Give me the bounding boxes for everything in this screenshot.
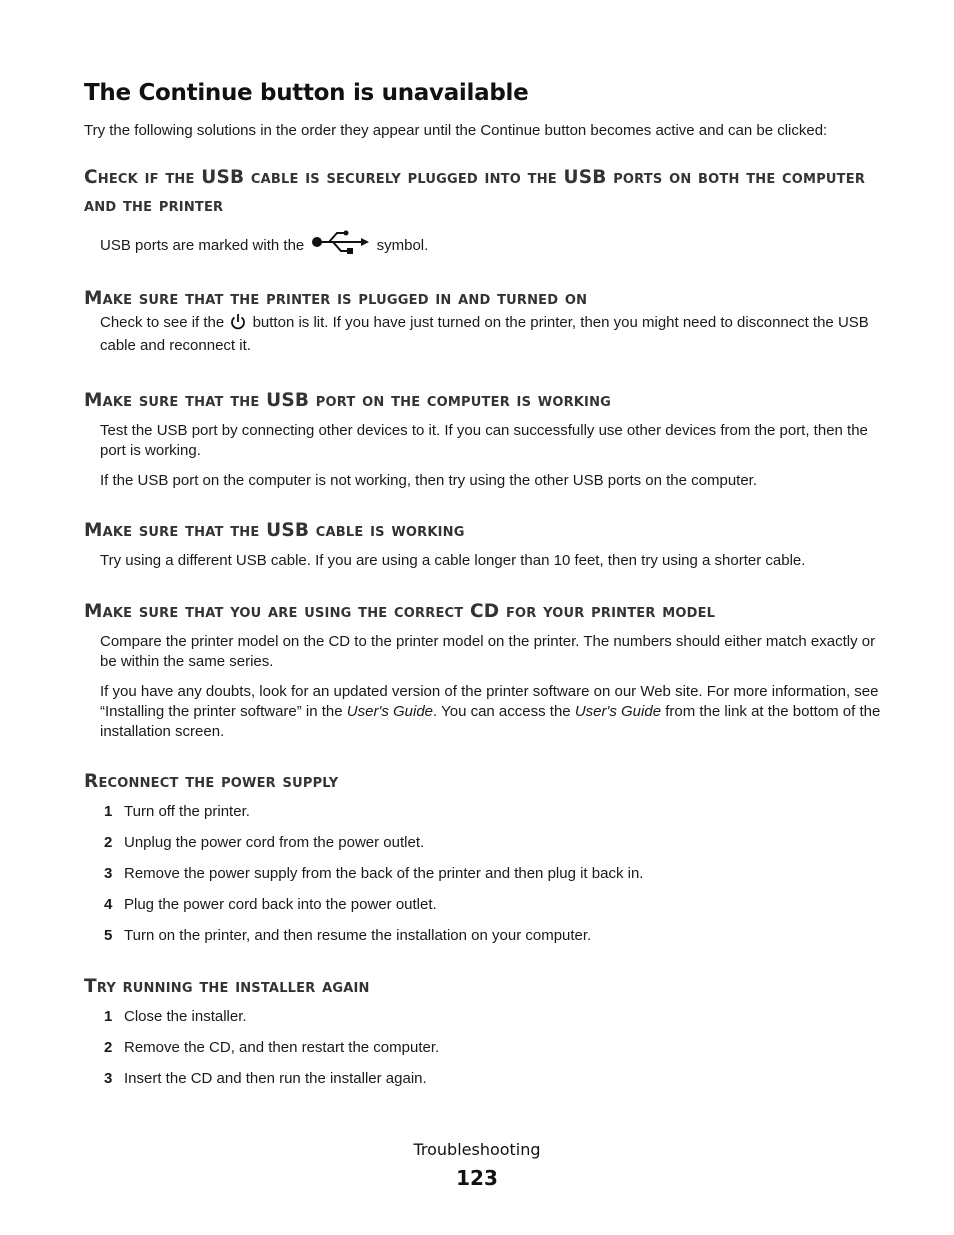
section-reconnect-power xyxy=(84,768,884,957)
intro-text: Try the following solutions in the order they appear until the Continue button becomes active and can be clicked: xyxy=(84,122,828,139)
section-paragraph: Compare the printer model on the CD to the printer model on the printer. The numbers should either match exactly or be within the same series. xyxy=(100,633,876,670)
section-body xyxy=(84,313,884,356)
section-paragraph: Test the USB port by connecting other devices to it. If you can successfully use other devices from the port, then the port is working. xyxy=(100,422,868,459)
steps-list xyxy=(84,1007,884,1089)
section-usb-port-working xyxy=(84,387,884,491)
section-heading: Make sure that the USB port on the computer is working xyxy=(84,390,612,411)
section-body xyxy=(84,230,884,262)
list-item: 2 Remove the CD, and then restart the computer. xyxy=(104,1039,440,1056)
section-correct-cd xyxy=(84,598,884,742)
section-heading: Reconnect the power supply xyxy=(84,771,339,792)
page-title: The Continue button is unavailable xyxy=(84,80,529,106)
section-heading: Make sure that the printer is plugged in and turned on xyxy=(84,288,588,309)
body-text: USB ports are marked with the xyxy=(100,237,305,254)
list-item: 4 Plug the power cord back into the power outlet. xyxy=(104,896,437,913)
section-rerun-installer xyxy=(84,973,884,1100)
section-heading: Make sure that the USB cable is working xyxy=(84,520,465,541)
section-heading: Try running the installer again xyxy=(84,976,370,997)
section-paragraph: If the USB port on the computer is not working, then try using the other USB ports on the computer. xyxy=(100,472,758,489)
section-check-usb-cable xyxy=(84,164,884,262)
section-paragraph: If you have any doubts, look for an updated version of the printer software on our Web site. For more information, see “Installing the printer software” in the User's Guide. You can access the User's Guide from the link at the bottom of the installation screen. xyxy=(100,683,881,740)
section-usb-cable-working xyxy=(84,517,884,571)
body-text: button is lit. If you have just turned on the printer, then you might need to disconnect the USB cable and reconnect it. xyxy=(100,314,869,354)
body-text: Check to see if the xyxy=(100,314,225,331)
list-item: 2 Unplug the power cord from the power outlet. xyxy=(104,834,425,851)
page-number: 123 xyxy=(456,1166,498,1190)
usb-icon xyxy=(311,230,369,262)
list-item: 3 Insert the CD and then run the installer again. xyxy=(104,1070,427,1087)
section-heading: Check if the USB cable is securely plugged into the USB ports on both the computer and the printer xyxy=(84,167,866,216)
section-heading: Make sure that you are using the correct CD for your printer model xyxy=(84,601,716,622)
list-item: 1 Close the installer. xyxy=(104,1008,247,1025)
power-icon xyxy=(230,313,246,336)
list-item: 5 Turn on the printer, and then resume the installation on your computer. xyxy=(104,927,592,944)
steps-list xyxy=(84,802,884,946)
users-guide-reference: User's Guide xyxy=(574,703,662,720)
footer-section-name: Troubleshooting xyxy=(413,1140,541,1159)
body-text: symbol. xyxy=(376,237,429,254)
section-printer-power xyxy=(84,285,884,356)
list-item: 1 Turn off the printer. xyxy=(104,803,250,820)
list-item: 3 Remove the power supply from the back of the printer and then plug it back in. xyxy=(104,865,644,882)
users-guide-reference: User's Guide xyxy=(346,703,434,720)
section-paragraph: Try using a different USB cable. If you are using a cable longer than 10 feet, then try using a shorter cable. xyxy=(100,552,806,569)
